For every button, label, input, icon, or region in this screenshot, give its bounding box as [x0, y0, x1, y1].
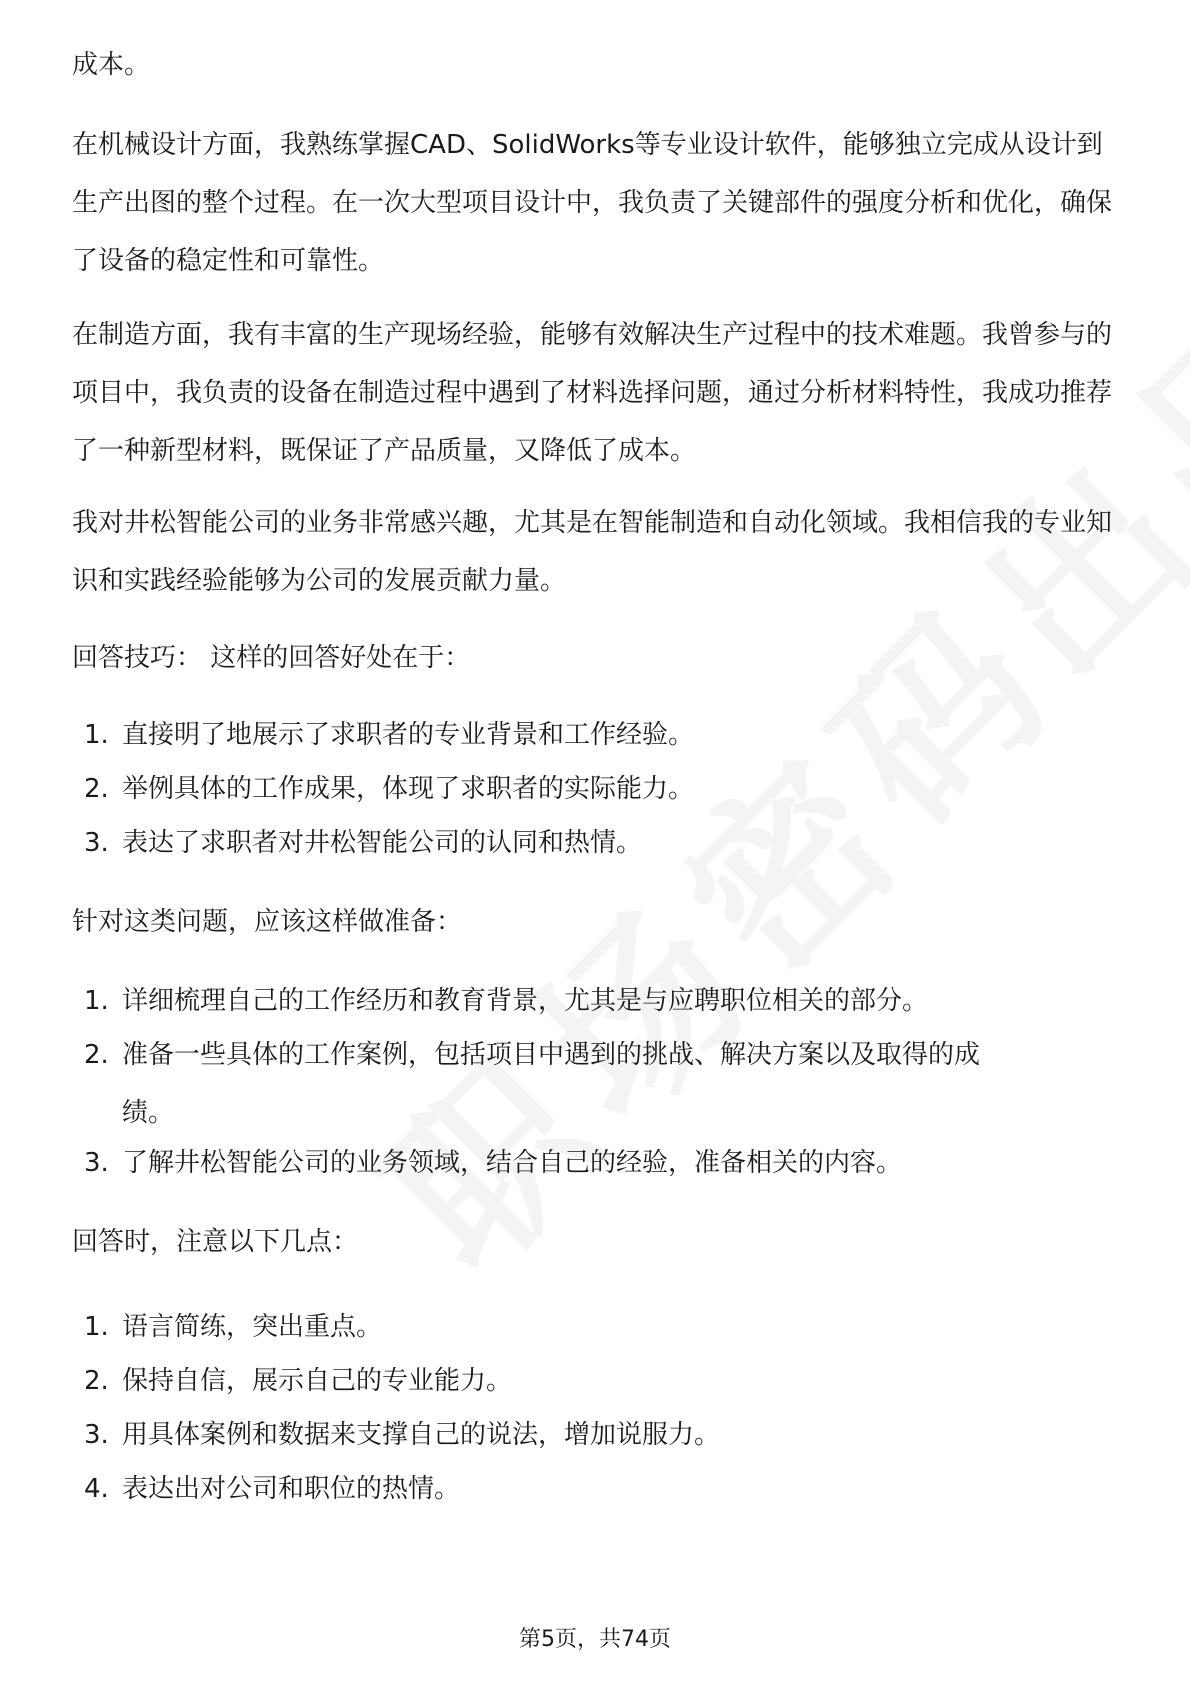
list-text: 用具体案例和数据来支撑自己的说法，增加说服力。: [122, 1420, 721, 1450]
list-item: [84, 814, 1114, 872]
list-text: 语言简练，突出重点。: [122, 1312, 383, 1342]
list-item: [84, 1406, 1114, 1464]
list-number: 3.: [84, 1420, 109, 1450]
list-number: 4.: [84, 1474, 109, 1504]
list-text: 准备一些具体的工作案例，包括项目中遇到的挑战、解决方案以及取得的成: [122, 1040, 981, 1070]
page-footer: 第5页，共74页: [519, 1627, 671, 1652]
list-item: [84, 972, 1114, 1030]
list-number: 2.: [84, 1040, 109, 1070]
paragraph-manufacturing: 在制造方面，我有丰富的生产现场经验，能够有效解决生产过程中的技术难题。我曾参与的项目中，我负责的设备在制造过程中遇到了材料选择问题，通过分析材料特性，我成功推荐了一种新型材料，既保证了产品质量，又降低了成本。: [72, 320, 1113, 466]
list-number: 1.: [84, 720, 109, 750]
list-number: 1.: [84, 1312, 109, 1342]
paragraph-design: 在机械设计方面，我熟练掌握CAD、SolidWorks等专业设计软件，能够独立完成从设计到生产出图的整个过程。在一次大型项目设计中，我负责了关键部件的强度分析和优化，确保了设备的稳定性和可靠性。: [72, 130, 1113, 276]
list-text: 表达了求职者对井松智能公司的认同和热情。: [122, 828, 643, 858]
list-number: 2.: [84, 1366, 109, 1396]
list-text: 举例具体的工作成果，体现了求职者的实际能力。: [122, 774, 695, 804]
list-number: 3.: [84, 828, 109, 858]
list-item: [84, 760, 1114, 818]
list-text-continued: 绩。: [122, 1098, 175, 1128]
list-item: [84, 1460, 1114, 1518]
list-item: [84, 706, 1114, 764]
list-text: 表达出对公司和职位的热情。: [122, 1474, 461, 1504]
list-number: 2.: [84, 774, 109, 804]
list-item: [84, 1298, 1114, 1356]
intro-text: 成本。: [72, 50, 151, 80]
list-text: 直接明了地展示了求职者的专业背景和工作经验。: [122, 720, 695, 750]
list-text: 详细梳理自己的工作经历和教育背景，尤其是与应聘职位相关的部分。: [122, 986, 929, 1016]
list-text: 了解井松智能公司的业务领域，结合自己的经验，准备相关的内容。: [122, 1148, 903, 1178]
prep-heading: 针对这类问题，应该这样做准备：: [72, 907, 463, 937]
list-number: 1.: [84, 986, 109, 1016]
list-item: [84, 1026, 1114, 1142]
list-number: 3.: [84, 1148, 109, 1178]
list-item: [84, 1352, 1114, 1410]
tips-heading: 回答技巧： 这样的回答好处在于：: [72, 643, 471, 673]
list-text: 保持自信，展示自己的专业能力。: [122, 1366, 513, 1396]
notes-heading: 回答时，注意以下几点：: [72, 1227, 359, 1257]
paragraph-interest: 我对井松智能公司的业务非常感兴趣，尤其是在智能制造和自动化领域。我相信我的专业知识和实践经验能够为公司的发展贡献力量。: [72, 508, 1113, 596]
list-item: [84, 1134, 1114, 1192]
